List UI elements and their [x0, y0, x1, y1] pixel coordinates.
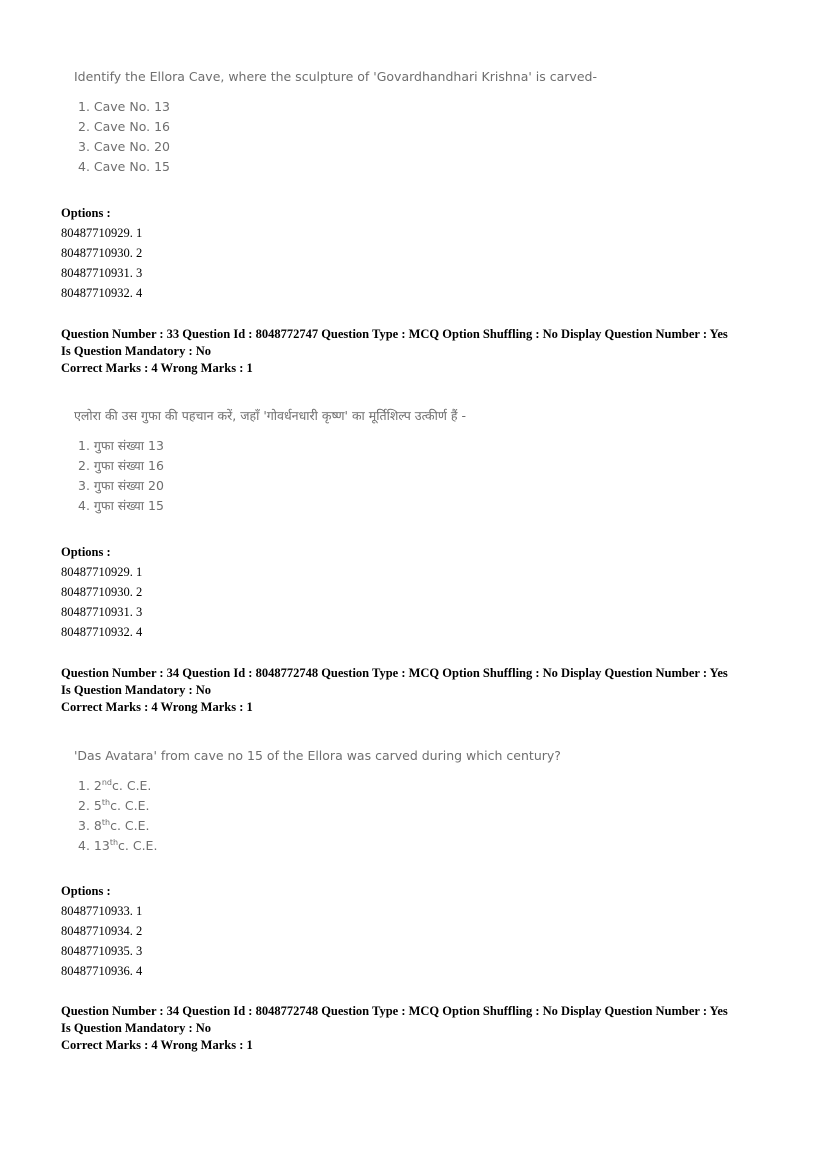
question-text: 'Das Avatara' from cave no 15 of the Ellora was carved during which century? — [74, 748, 561, 763]
options-list-2 — [61, 542, 142, 642]
options-label: Options : — [61, 545, 111, 559]
option-id: 80487710931. 3 — [61, 605, 143, 619]
option-id: 80487710935. 3 — [61, 944, 143, 958]
marks-line: Correct Marks : 4 Wrong Marks : 1 — [61, 700, 253, 714]
option-id: 80487710929. 1 — [61, 226, 143, 240]
mandatory-line: Is Question Mandatory : No — [61, 683, 212, 697]
choice-1: 1. Cave No. 13 — [78, 99, 170, 114]
choice-2: 2. 5thc. C.E. — [78, 798, 150, 813]
option-id: 80487710934. 2 — [61, 924, 143, 938]
option-id: 80487710936. 4 — [61, 964, 143, 978]
options-list-3 — [61, 881, 142, 981]
question-text: एलोरा की उस गुफा की पहचान करें, जहाँ 'गोवर्धनधारी कृष्ण' का मूर्तिशिल्प उत्कीर्ण हैं - — [74, 408, 466, 423]
choice-3: 3. Cave No. 20 — [78, 139, 170, 154]
choice-4: 4. गुफा संख्या 15 — [78, 498, 164, 513]
option-id: 80487710931. 3 — [61, 266, 143, 280]
question-image-1 — [74, 68, 597, 177]
options-label: Options : — [61, 206, 111, 220]
question-meta-line: Question Number : 34 Question Id : 8048772748 Question Type : MCQ Option Shuffling : No Display Question Number : Yes — [61, 1004, 728, 1018]
choice-4: 4. Cave No. 15 — [78, 159, 170, 174]
choice-2: 2. गुफा संख्या 16 — [78, 458, 164, 473]
options-list-1 — [61, 203, 142, 303]
option-id: 80487710930. 2 — [61, 585, 143, 599]
question-meta-33 — [61, 326, 728, 377]
options-label: Options : — [61, 884, 111, 898]
choice-3: 3. 8thc. C.E. — [78, 818, 150, 833]
question-image-2 — [74, 407, 466, 516]
question-meta-34-repeat — [61, 1003, 728, 1054]
question-image-3 — [74, 747, 561, 856]
marks-line: Correct Marks : 4 Wrong Marks : 1 — [61, 361, 253, 375]
option-id: 80487710929. 1 — [61, 565, 143, 579]
question-text: Identify the Ellora Cave, where the sculpture of 'Govardhandhari Krishna' is carved- — [74, 69, 597, 84]
option-id: 80487710932. 4 — [61, 286, 143, 300]
option-id: 80487710932. 4 — [61, 625, 143, 639]
question-meta-34 — [61, 665, 728, 716]
option-id: 80487710933. 1 — [61, 904, 143, 918]
choice-1: 1. गुफा संख्या 13 — [78, 438, 164, 453]
choice-3: 3. गुफा संख्या 20 — [78, 478, 164, 493]
option-id: 80487710930. 2 — [61, 246, 143, 260]
choice-4: 4. 13thc. C.E. — [78, 838, 158, 853]
marks-line: Correct Marks : 4 Wrong Marks : 1 — [61, 1038, 253, 1052]
mandatory-line: Is Question Mandatory : No — [61, 1021, 212, 1035]
mandatory-line: Is Question Mandatory : No — [61, 344, 212, 358]
choice-1: 1. 2ndc. C.E. — [78, 778, 152, 793]
question-meta-line: Question Number : 34 Question Id : 8048772748 Question Type : MCQ Option Shuffling : No Display Question Number : Yes — [61, 666, 728, 680]
choice-2: 2. Cave No. 16 — [78, 119, 170, 134]
question-meta-line: Question Number : 33 Question Id : 8048772747 Question Type : MCQ Option Shuffling : No Display Question Number : Yes — [61, 327, 728, 341]
